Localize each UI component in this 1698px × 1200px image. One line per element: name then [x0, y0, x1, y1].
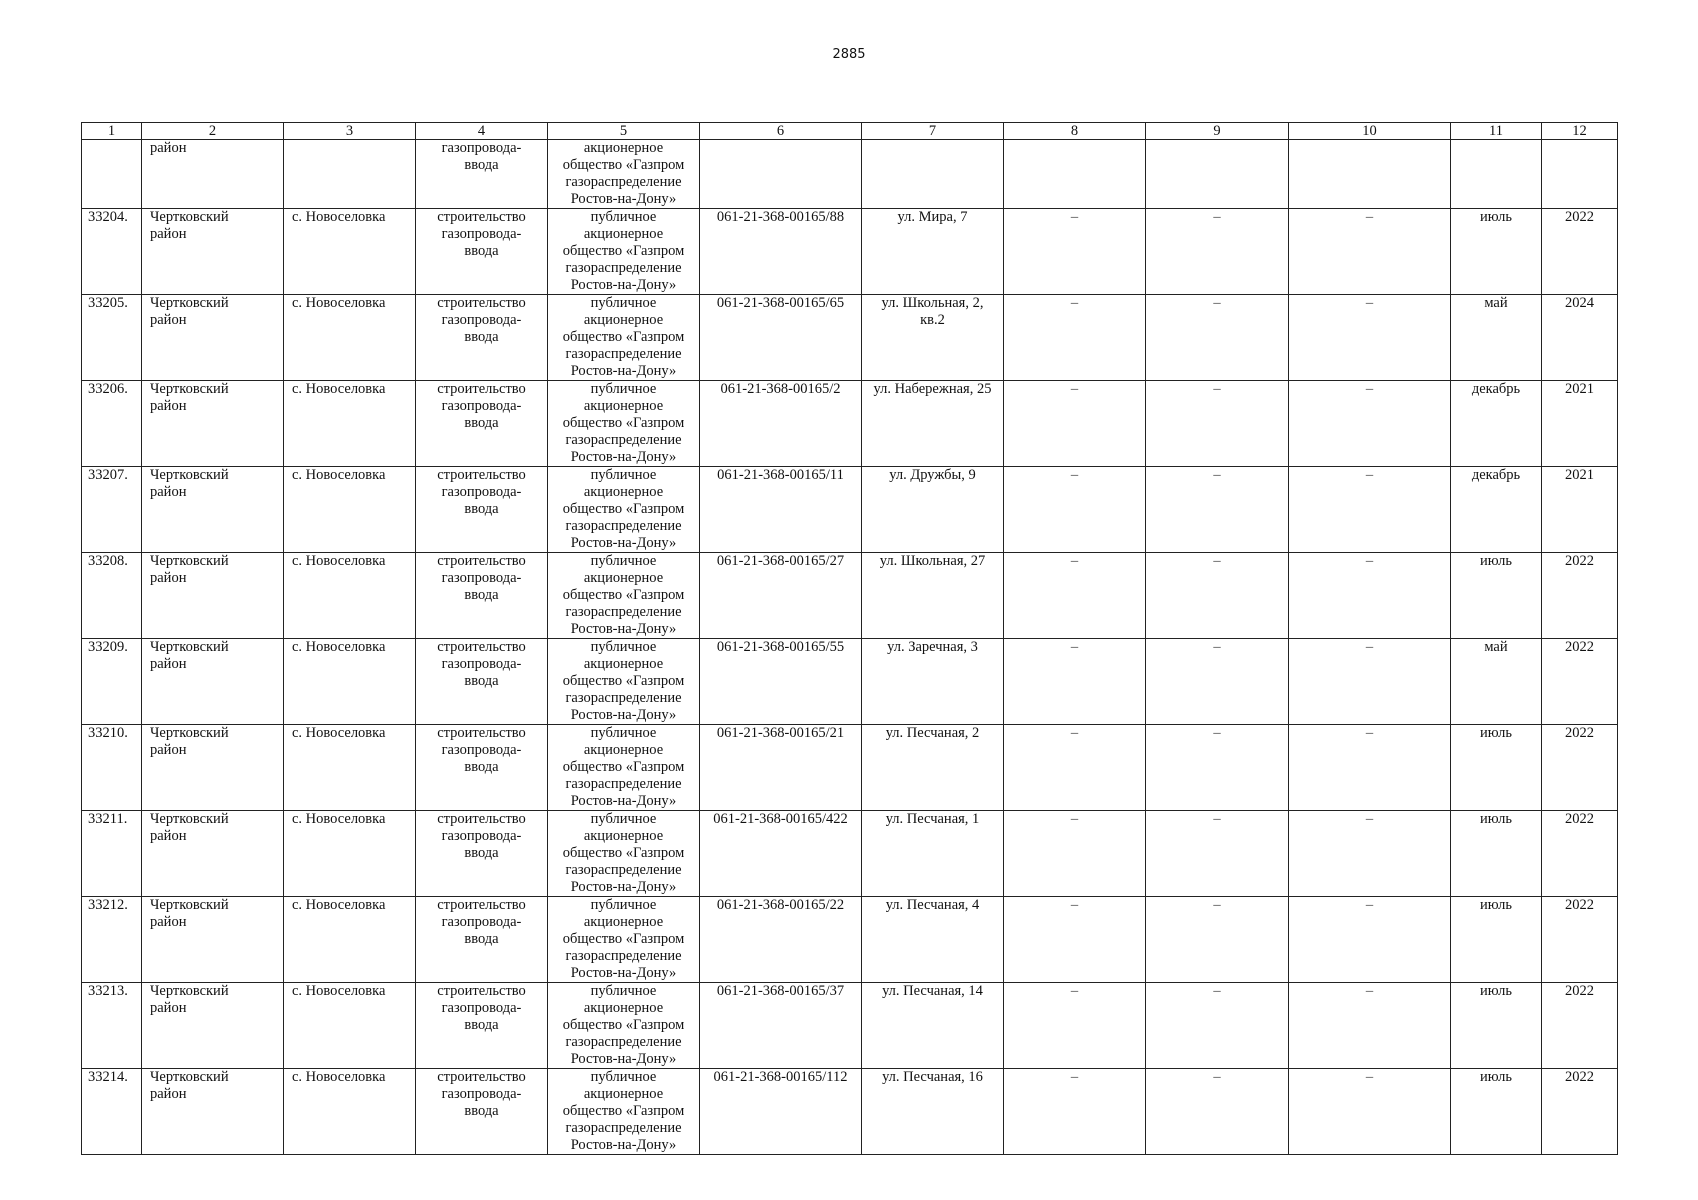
column-header: 1	[82, 123, 142, 140]
cell-work-type: строительство газопровода- ввода	[416, 209, 548, 295]
cell-organization: публичное акционерное общество «Газпром газораспределение Ростов-на-Дону»	[548, 295, 700, 381]
cell-year: 2022	[1542, 897, 1618, 983]
column-header: 3	[284, 123, 416, 140]
cell-col8: –	[1004, 467, 1146, 553]
cell-address: ул. Песчаная, 16	[862, 1069, 1004, 1155]
cell-work-type: строительство газопровода- ввода	[416, 553, 548, 639]
cell-settlement: с. Новоселовка	[284, 811, 416, 897]
cell-district: Чертковский район	[142, 381, 284, 467]
cell-month: июль	[1451, 811, 1542, 897]
cell-col8	[1004, 140, 1146, 209]
cell-col9: –	[1146, 983, 1289, 1069]
cell-code: 061-21-368-00165/22	[700, 897, 862, 983]
cell-month: июль	[1451, 897, 1542, 983]
cell-organization: акционерное общество «Газпром газораспределение Ростов-на-Дону»	[548, 140, 700, 209]
cell-address: ул. Песчаная, 14	[862, 983, 1004, 1069]
cell-address: ул. Набережная, 25	[862, 381, 1004, 467]
table-row	[82, 639, 1618, 725]
cell-month: июль	[1451, 553, 1542, 639]
cell-col8: –	[1004, 1069, 1146, 1155]
cell-organization: публичное акционерное общество «Газпром газораспределение Ростов-на-Дону»	[548, 811, 700, 897]
cell-year: 2022	[1542, 209, 1618, 295]
page-number: 2885	[832, 47, 866, 62]
cell-col10: –	[1289, 725, 1451, 811]
cell-address: ул. Песчаная, 4	[862, 897, 1004, 983]
cell-work-type: строительство газопровода- ввода	[416, 1069, 548, 1155]
cell-num: 33209.	[82, 639, 142, 725]
cell-work-type: газопровода- ввода	[416, 140, 548, 209]
cell-settlement: с. Новоселовка	[284, 983, 416, 1069]
cell-code: 061-21-368-00165/55	[700, 639, 862, 725]
cell-district: Чертковский район	[142, 295, 284, 381]
cell-work-type: строительство газопровода- ввода	[416, 725, 548, 811]
cell-address: ул. Школьная, 27	[862, 553, 1004, 639]
cell-col10: –	[1289, 467, 1451, 553]
cell-num: 33206.	[82, 381, 142, 467]
cell-work-type: строительство газопровода- ввода	[416, 381, 548, 467]
cell-district: Чертковский район	[142, 897, 284, 983]
cell-address: ул. Заречная, 3	[862, 639, 1004, 725]
cell-settlement: с. Новоселовка	[284, 639, 416, 725]
cell-year: 2022	[1542, 639, 1618, 725]
cell-organization: публичное акционерное общество «Газпром газораспределение Ростов-на-Дону»	[548, 381, 700, 467]
cell-col10: –	[1289, 295, 1451, 381]
cell-year: 2021	[1542, 467, 1618, 553]
table-row	[82, 983, 1618, 1069]
cell-col8: –	[1004, 553, 1146, 639]
cell-col10: –	[1289, 811, 1451, 897]
cell-col9: –	[1146, 381, 1289, 467]
cell-address: ул. Мира, 7	[862, 209, 1004, 295]
cell-month: декабрь	[1451, 381, 1542, 467]
cell-col8: –	[1004, 295, 1146, 381]
cell-col9: –	[1146, 897, 1289, 983]
cell-col10: –	[1289, 897, 1451, 983]
cell-settlement: с. Новоселовка	[284, 295, 416, 381]
cell-num: 33210.	[82, 725, 142, 811]
cell-col9: –	[1146, 639, 1289, 725]
cell-col8: –	[1004, 209, 1146, 295]
cell-settlement: с. Новоселовка	[284, 725, 416, 811]
cell-year: 2022	[1542, 811, 1618, 897]
continuation-row	[82, 140, 1618, 209]
cell-settlement	[284, 140, 416, 209]
cell-num: 33213.	[82, 983, 142, 1069]
cell-district: Чертковский район	[142, 811, 284, 897]
cell-col9: –	[1146, 467, 1289, 553]
cell-col10: –	[1289, 553, 1451, 639]
column-header: 4	[416, 123, 548, 140]
cell-code: 061-21-368-00165/88	[700, 209, 862, 295]
cell-num: 33211.	[82, 811, 142, 897]
cell-col9: –	[1146, 1069, 1289, 1155]
cell-col10: –	[1289, 209, 1451, 295]
cell-organization: публичное акционерное общество «Газпром газораспределение Ростов-на-Дону»	[548, 553, 700, 639]
cell-code: 061-21-368-00165/112	[700, 1069, 862, 1155]
column-header: 10	[1289, 123, 1451, 140]
cell-district: Чертковский район	[142, 467, 284, 553]
cell-num	[82, 140, 142, 209]
cell-organization: публичное акционерное общество «Газпром газораспределение Ростов-на-Дону»	[548, 897, 700, 983]
table-row	[82, 553, 1618, 639]
cell-code: 061-21-368-00165/65	[700, 295, 862, 381]
cell-col10: –	[1289, 1069, 1451, 1155]
cell-col8: –	[1004, 725, 1146, 811]
cell-col9: –	[1146, 553, 1289, 639]
table-row	[82, 295, 1618, 381]
cell-code: 061-21-368-00165/11	[700, 467, 862, 553]
cell-organization: публичное акционерное общество «Газпром газораспределение Ростов-на-Дону»	[548, 983, 700, 1069]
table-row	[82, 1069, 1618, 1155]
cell-year: 2022	[1542, 983, 1618, 1069]
cell-work-type: строительство газопровода- ввода	[416, 639, 548, 725]
cell-work-type: строительство газопровода- ввода	[416, 897, 548, 983]
cell-district: Чертковский район	[142, 1069, 284, 1155]
cell-organization: публичное акционерное общество «Газпром газораспределение Ростов-на-Дону»	[548, 467, 700, 553]
cell-col9: –	[1146, 811, 1289, 897]
cell-year	[1542, 140, 1618, 209]
cell-settlement: с. Новоселовка	[284, 553, 416, 639]
cell-work-type: строительство газопровода- ввода	[416, 811, 548, 897]
cell-settlement: с. Новоселовка	[284, 209, 416, 295]
table-row	[82, 381, 1618, 467]
cell-district: Чертковский район	[142, 209, 284, 295]
cell-organization: публичное акционерное общество «Газпром газораспределение Ростов-на-Дону»	[548, 725, 700, 811]
column-header: 6	[700, 123, 862, 140]
cell-num: 33214.	[82, 1069, 142, 1155]
cell-col10: –	[1289, 381, 1451, 467]
cell-col8: –	[1004, 897, 1146, 983]
cell-col8: –	[1004, 811, 1146, 897]
cell-organization: публичное акционерное общество «Газпром газораспределение Ростов-на-Дону»	[548, 1069, 700, 1155]
cell-code: 061-21-368-00165/422	[700, 811, 862, 897]
column-header: 5	[548, 123, 700, 140]
cell-address: ул. Дружбы, 9	[862, 467, 1004, 553]
cell-col8: –	[1004, 639, 1146, 725]
cell-year: 2022	[1542, 725, 1618, 811]
table-row	[82, 209, 1618, 295]
cell-col8: –	[1004, 381, 1146, 467]
cell-district: Чертковский район	[142, 725, 284, 811]
cell-year: 2021	[1542, 381, 1618, 467]
cell-code: 061-21-368-00165/37	[700, 983, 862, 1069]
cell-col9: –	[1146, 209, 1289, 295]
cell-work-type: строительство газопровода- ввода	[416, 983, 548, 1069]
cell-col10: –	[1289, 983, 1451, 1069]
cell-address: ул. Песчаная, 2	[862, 725, 1004, 811]
column-header: 11	[1451, 123, 1542, 140]
cell-address	[862, 140, 1004, 209]
cell-organization: публичное акционерное общество «Газпром газораспределение Ростов-на-Дону»	[548, 209, 700, 295]
column-header: 2	[142, 123, 284, 140]
column-header: 12	[1542, 123, 1618, 140]
cell-code: 061-21-368-00165/27	[700, 553, 862, 639]
cell-year: 2024	[1542, 295, 1618, 381]
table-row	[82, 467, 1618, 553]
cell-num: 33208.	[82, 553, 142, 639]
cell-settlement: с. Новоселовка	[284, 467, 416, 553]
cell-district: Чертковский район	[142, 553, 284, 639]
cell-col9	[1146, 140, 1289, 209]
cell-col9: –	[1146, 295, 1289, 381]
cell-district: Чертковский район	[142, 639, 284, 725]
cell-col8: –	[1004, 983, 1146, 1069]
cell-work-type: строительство газопровода- ввода	[416, 467, 548, 553]
cell-month: декабрь	[1451, 467, 1542, 553]
cell-work-type: строительство газопровода- ввода	[416, 295, 548, 381]
cell-month	[1451, 140, 1542, 209]
table-row	[82, 897, 1618, 983]
column-header: 8	[1004, 123, 1146, 140]
cell-address: ул. Школьная, 2, кв.2	[862, 295, 1004, 381]
cell-organization: публичное акционерное общество «Газпром газораспределение Ростов-на-Дону»	[548, 639, 700, 725]
cell-settlement: с. Новоселовка	[284, 897, 416, 983]
cell-year: 2022	[1542, 1069, 1618, 1155]
cell-month: июль	[1451, 209, 1542, 295]
cell-num: 33207.	[82, 467, 142, 553]
cell-num: 33205.	[82, 295, 142, 381]
cell-month: июль	[1451, 725, 1542, 811]
cell-num: 33212.	[82, 897, 142, 983]
table-row	[82, 725, 1618, 811]
table-row	[82, 811, 1618, 897]
cell-month: май	[1451, 295, 1542, 381]
cell-col10	[1289, 140, 1451, 209]
column-header: 7	[862, 123, 1004, 140]
cell-code: 061-21-368-00165/2	[700, 381, 862, 467]
cell-col10: –	[1289, 639, 1451, 725]
cell-settlement: с. Новоселовка	[284, 1069, 416, 1155]
cell-address: ул. Песчаная, 1	[862, 811, 1004, 897]
register-table	[81, 122, 1618, 1155]
cell-code: 061-21-368-00165/21	[700, 725, 862, 811]
cell-month: июль	[1451, 983, 1542, 1069]
cell-settlement: с. Новоселовка	[284, 381, 416, 467]
cell-code	[700, 140, 862, 209]
cell-month: июль	[1451, 1069, 1542, 1155]
cell-district: Чертковский район	[142, 983, 284, 1069]
cell-col9: –	[1146, 725, 1289, 811]
cell-district: район	[142, 140, 284, 209]
cell-num: 33204.	[82, 209, 142, 295]
column-number-row	[82, 123, 1618, 140]
cell-year: 2022	[1542, 553, 1618, 639]
cell-month: май	[1451, 639, 1542, 725]
column-header: 9	[1146, 123, 1289, 140]
